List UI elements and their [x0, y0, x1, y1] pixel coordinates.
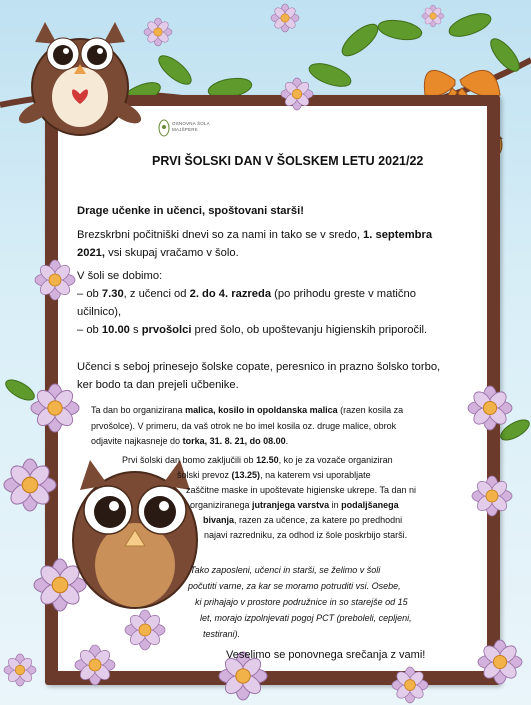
meals-l2: prvošolce). V primeru, da vaš otrok ne bo imel kosila oz. druge malice, obrok: [91, 420, 397, 431]
extended-stay: podaljšanega: [341, 500, 399, 510]
supplies-paragraph: [77, 358, 440, 394]
meet-first-graders: prvošolci: [141, 324, 192, 336]
meet-l2c: , z učenci od: [123, 288, 190, 300]
school-logo-icon: [158, 119, 170, 137]
page-title: PRVI ŠOLSKI DAN V ŠOLSKEM LETU 2021/22: [152, 154, 424, 168]
end-l1a: Prvi šolski dan bomo zaključili ob: [122, 455, 257, 465]
closing-line: Veselimo se ponovnega srečanja z vami!: [226, 649, 426, 661]
morning-care: jutranjega varstva: [252, 500, 330, 510]
extended-stay-2: bivanja: [203, 515, 235, 525]
meals-l3c: .: [285, 436, 289, 446]
end-of-day-line4: [190, 498, 399, 514]
end-l1c: , ko je za vozače organiziran: [278, 455, 393, 465]
safety-line2: počutiti varne, za kar se moramo potruditi vsi. Osebe,: [188, 581, 401, 591]
meals-l3a: odjavite najkasneje do: [91, 436, 183, 446]
safety-line1: Tako zaposleni, učenci in starši, se želimo v šoli: [190, 565, 381, 575]
safety-line5: testirani).: [203, 629, 241, 639]
meals-l1a: Ta dan bo organizirana: [91, 405, 186, 415]
end-l5b: , razen za učence, za katere po predhodni: [234, 515, 403, 525]
meals-l1c: (razen kosila za: [337, 405, 404, 415]
end-l4a: organiziranega: [190, 500, 253, 510]
meals-paragraph: [91, 403, 403, 450]
intro-paragraph: [77, 226, 432, 262]
school-logo-text: [172, 121, 210, 133]
end-time: 12.50: [256, 455, 279, 465]
end-of-day-line5: [203, 513, 402, 529]
meet-time-1: 7.30: [101, 288, 124, 300]
end-of-day-line6: najavi razredniku, za odhod iz šole poskrbijo starši.: [204, 530, 408, 540]
end-of-day-line3: zaščitne maske in upoštevate higienske ukrepe. Ta dan ni: [186, 485, 416, 495]
intro-text-d: vsi skupaj vračamo v šolo.: [105, 247, 239, 259]
meet-l2a: – ob: [77, 288, 102, 300]
intro-year: 2021,: [77, 247, 105, 259]
greeting: Drage učenke in učenci, spoštovani starši!: [77, 205, 304, 217]
intro-text-a: Brezskrbni počitniški dnevi so za nami in tako se v sredo,: [77, 229, 364, 241]
meet-l2e: (po prihodu greste v matično: [271, 288, 416, 300]
school-logo-line2: MAJŠPERK: [172, 127, 198, 132]
end-l2c: , na katerem vsi uporabljate: [260, 470, 371, 480]
meeting-paragraph: [77, 267, 427, 339]
end-of-day-line1: [122, 453, 393, 469]
school-logo: [158, 117, 218, 147]
bring-line1: Učenci s seboj prinesejo šolske copate, peresnico in prazno šolsko torbo,: [77, 361, 441, 373]
meet-grades: 2. do 4. razreda: [189, 288, 272, 300]
bring-line2: ker bodo ta dan prejeli učbenike.: [77, 379, 239, 391]
owl-top-illustration: [5, 2, 155, 142]
meet-l4a: – ob: [77, 324, 102, 336]
meet-line1: V šoli se dobimo:: [77, 270, 163, 282]
safety-line4: let, morajo izpolnjevati pogoj PCT (preboleli, cepljeni,: [200, 613, 412, 623]
meet-line3: učilnico),: [77, 306, 122, 318]
bus-time: (13.25): [231, 470, 261, 480]
end-l4c: in: [329, 500, 342, 510]
meals-list: malica, kosilo in opoldanska malica: [185, 405, 338, 415]
meet-l4e: pred šolo, ob upoštevanju higienskih priporočil.: [191, 324, 428, 336]
meet-l4c: s: [129, 324, 142, 336]
meet-time-2: 10.00: [101, 324, 130, 336]
end-of-day-line2: [177, 468, 371, 484]
intro-date: 1. septembra: [363, 229, 433, 241]
end-l2a: šolski prevoz: [177, 470, 232, 480]
school-logo-line1: OSNOVNA ŠOLA: [172, 121, 210, 126]
meals-deadline: torka, 31. 8. 21, do 08.00: [182, 436, 286, 446]
safety-line3: ki prihajajo v prostore podružnice in so starejše od 15: [195, 597, 408, 607]
